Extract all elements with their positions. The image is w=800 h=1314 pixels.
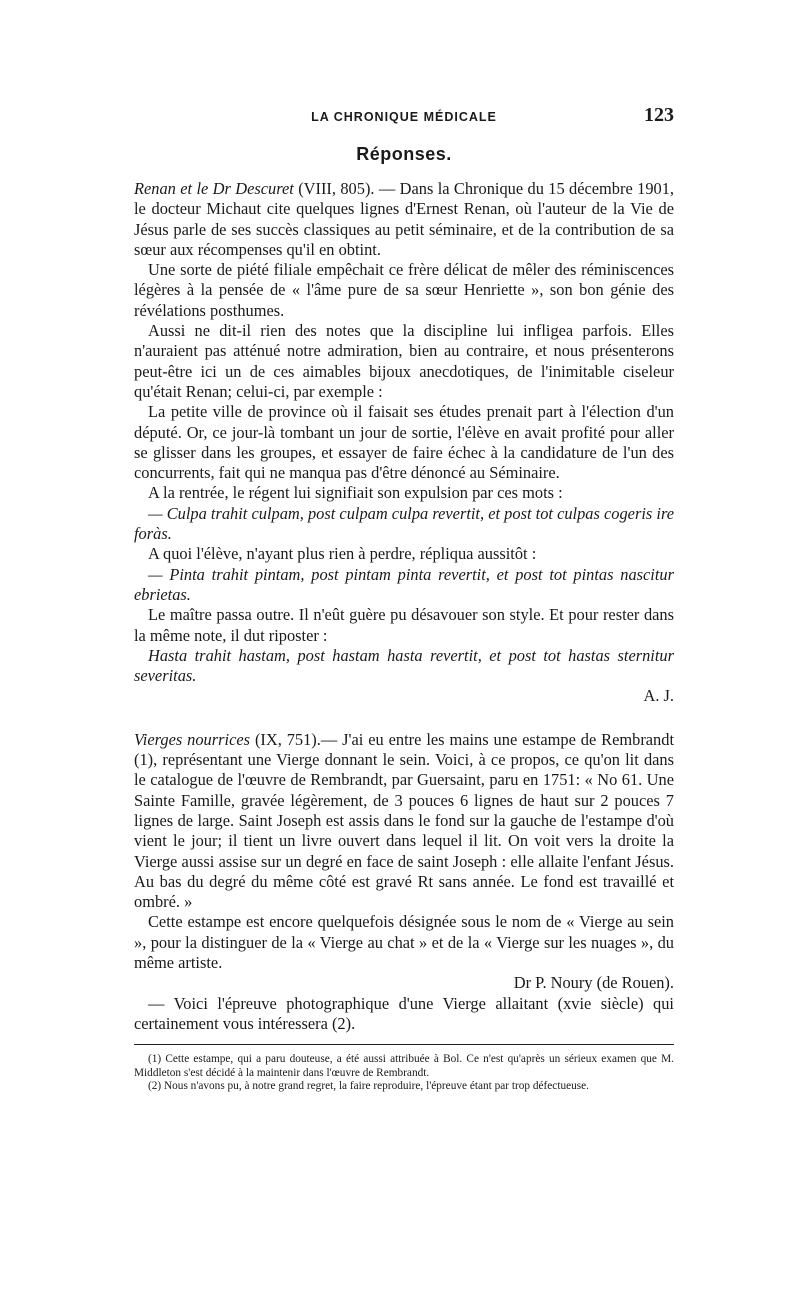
paragraph: Cette estampe est encore quelquefois désignée sous le nom de « Vierge au sein », pour la distinguer de la « Vierge au chat » et de la « Vierge sur les nuages », du même artiste. xyxy=(134,912,674,972)
article-vierges xyxy=(134,730,674,1034)
latin-quote: — Pinta trahit pintam, post pintam pinta revertit, et post tot pintas nascitur ebrietas. xyxy=(134,564,674,604)
paragraph-text: (IX, 751).— J'ai eu entre les mains une estampe de Rembrandt (1), représentant une Vierge donnant le sein. Voici, à ce propos, ce qu'on lit dans le catalogue de l'œuvre de Rembrandt, par Guersaint, paru en 1751: « No 61. Une Sainte Famille, gravée légèrement, de 3 pouces 6 lignes de haut sur 2 pouces 7 lignes de large. Saint Joseph est assis dans le fond sur la gauche de l'estampe d'où vient le jour; il tient un livre ouvert dans lequel il lit. On voit vers la droite la Vierge aussi assise sur un degré en face de saint Joseph : elle allaite l'enfant Jésus. Au bas du degré du même côté est gravé Rt sans année. Le fond est travaillé et ombré. » xyxy=(134,729,674,912)
paragraph: Aussi ne dit-il rien des notes que la discipline lui infligea parfois. Elles n'auraient pas atténué notre admiration, bien au contraire, et nous présenterons peut-être ici un de ces aimables bijoux anecdotiques, de l'inimitable ciseleur qu'était Renan; celui-ci, par exemple : xyxy=(134,321,674,401)
paragraph: Le maître passa outre. Il n'eût guère pu désavouer son style. Et pour rester dans la même note, il dut riposter : xyxy=(134,605,674,645)
journal-page xyxy=(134,100,674,1094)
footnote: (2) Nous n'avons pu, à notre grand regret, la faire reproduire, l'épreuve étant par trop défectueuse. xyxy=(148,1080,590,1093)
paragraph-text: (VIII, 805). — Dans la Chronique du 15 décembre 1901, le docteur Michaut cite quelques lignes d'Ernest Renan, où l'auteur de la Vie de Jésus parle de ses succès classiques au petit séminaire, et de la contribution de sa sœur aux récompenses qu'il en obtint. xyxy=(134,179,674,259)
paragraph xyxy=(134,730,674,913)
footnote-rule xyxy=(134,1044,674,1045)
paragraph: — Voici l'épreuve photographique d'une Vierge allaitant (xvie siècle) qui certainement vous intéressera (2). xyxy=(134,993,674,1033)
paragraph: La petite ville de province où il faisait ses études prenait part à l'élection d'un député. Or, ce jour-là tombant un jour de sortie, l'élève en avait profité pour aller se glisser dans les groupes, et essayer de faire échec à la candidature de l'un des concurrents, fait qui ne manqua pas d'être dénoncé au Séminaire. xyxy=(134,402,674,483)
paragraph: A quoi l'élève, n'ayant plus rien à perdre, répliqua aussitôt : xyxy=(148,544,537,564)
page-number: 123 xyxy=(644,104,674,126)
signature: Dr P. Noury (de Rouen). xyxy=(513,973,674,993)
running-title: LA CHRONIQUE MÉDICALE xyxy=(311,110,497,124)
paragraph: Une sorte de piété filiale empêchait ce frère délicat de mêler des réminiscences légères à la pensée de « l'âme pure de sa sœur Henriette », son bon génie des révélations posthumes. xyxy=(134,260,674,320)
article-title: Renan et le Dr Descuret xyxy=(134,179,294,198)
paragraph xyxy=(134,179,674,260)
signature: A. J. xyxy=(643,686,674,706)
footnotes xyxy=(134,1053,674,1094)
running-head xyxy=(134,100,674,140)
paragraph: A la rentrée, le régent lui signifiait son expulsion par ces mots : xyxy=(148,483,563,503)
section-title: Réponses. xyxy=(356,144,452,164)
article-title: Vierges nourrices xyxy=(134,729,250,749)
article-renan xyxy=(134,179,674,707)
footnote: (1) Cette estampe, qui a paru douteuse, a été aussi attribuée à Bol. Ce n'est qu'après un sérieux examen que M. Middleton s'est décidé à la maintenir dans l'œuvre de Rembrandt. xyxy=(134,1053,674,1079)
latin-quote: Hasta trahit hastam, post hastam hasta revertit, et post tot hastas sternitur severitas. xyxy=(134,645,674,686)
spacer xyxy=(134,707,674,730)
latin-quote: — Culpa trahit culpam, post culpam culpa revertit, et post tot culpas cogeris ire foràs. xyxy=(134,503,674,544)
